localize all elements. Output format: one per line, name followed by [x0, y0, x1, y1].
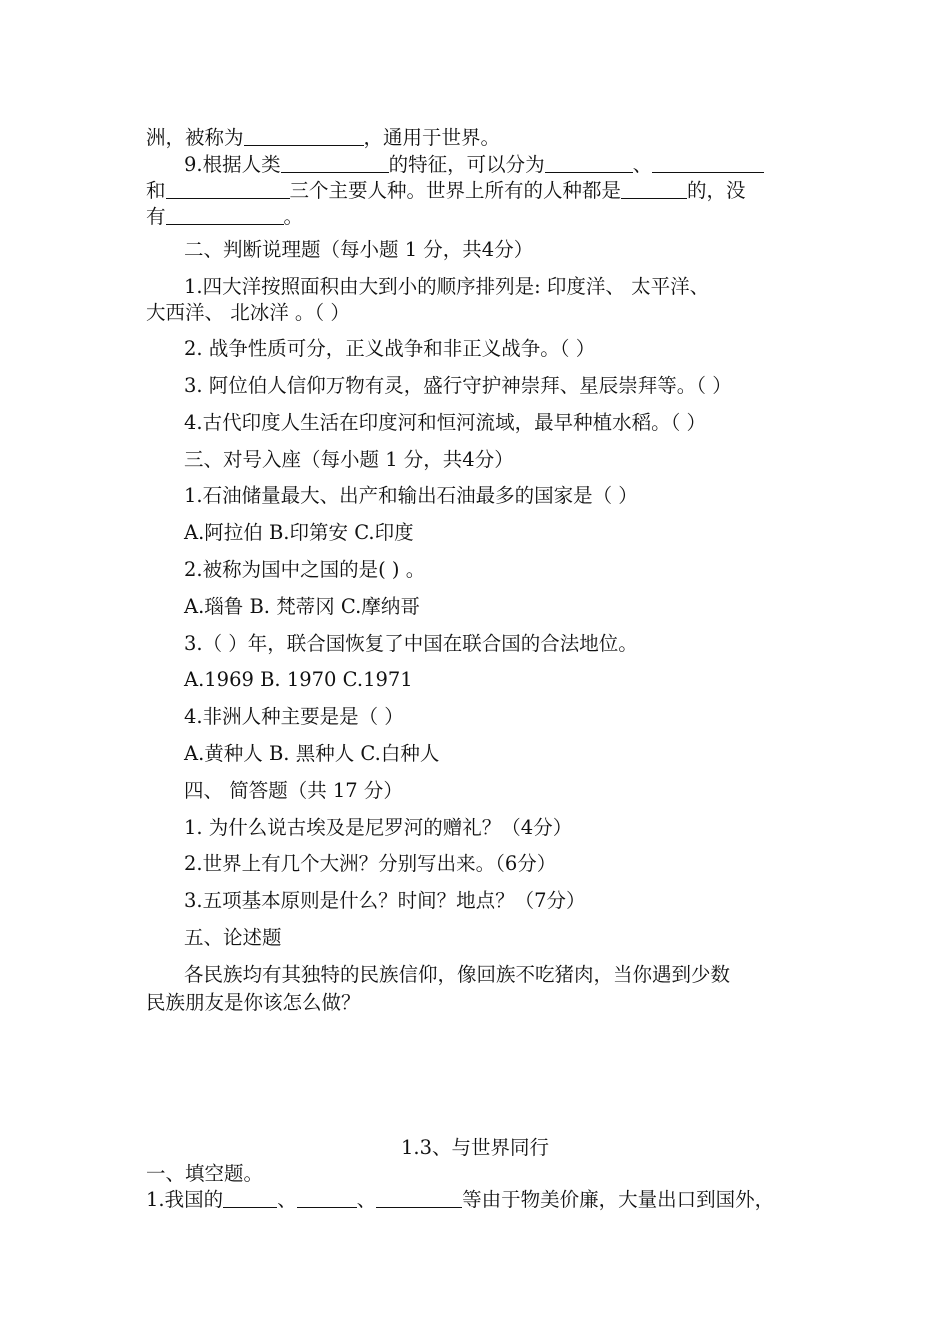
s3-question-3: 3.（ ）年，联合国恢复了中国在联合国的合法地位。	[184, 632, 638, 655]
blank-answer[interactable]	[281, 153, 389, 173]
s5-body-line2: 民族朋友是你该怎么做？	[146, 991, 361, 1014]
s3-question-4: 4.非洲人种主要是是（ ）	[184, 705, 404, 728]
text: 的特征，可以分为	[388, 153, 545, 176]
section-title: 1.3、与世界同行	[400, 1136, 549, 1159]
text: 等由于物美价廉，大量出口到国外，	[462, 1188, 775, 1211]
s2-question-3: 3. 阿位伯人信仰万物有灵，盛行守护神崇拜、星辰崇拜等。（ ）	[184, 374, 732, 397]
text: 、	[277, 1188, 297, 1211]
text: 的，没	[687, 179, 746, 202]
s5-body-line1: 各民族均有其独特的民族信仰，像回族不吃猪肉，当你遇到少数	[184, 963, 731, 986]
blank-answer[interactable]	[545, 153, 633, 173]
text: 、	[632, 153, 653, 176]
fill-line-continent	[146, 125, 810, 151]
s4-question-3: 3.五项基本原则是什么？时间？地点？（7分）	[184, 889, 586, 912]
next-subheading: 一、填空题。	[146, 1162, 264, 1185]
section-2-heading: 二、判断说理题（每小题 1 分，共4分）	[184, 238, 534, 261]
blank-answer[interactable]	[376, 1188, 462, 1208]
section-3-heading: 三、对号入座（每小题 1 分，共4分）	[184, 448, 514, 471]
section-5-heading: 五、论述题	[184, 926, 282, 949]
s3-question-4-options: A.黄种人 B. 黑种人 C.白种人	[184, 742, 440, 765]
s3-question-2-options: A.瑙鲁 B. 梵蒂冈 C.摩纳哥	[184, 595, 420, 618]
next-question-1	[146, 1187, 810, 1213]
s3-question-1: 1.石油储量最大、出产和输出石油最多的国家是（ ）	[184, 484, 638, 507]
s2-question-2: 2. 战争性质可分，正义战争和非正义战争。（ ）	[184, 337, 596, 360]
s3-question-3-options: A.1969 B. 1970 C.1971	[184, 668, 413, 691]
s4-question-2: 2.世界上有几个大洲？分别写出来。（6分）	[184, 852, 557, 875]
section-4-heading: 四、 简答题（共 17 分）	[184, 779, 403, 802]
text: 9.根据人类	[184, 153, 281, 176]
text: 和	[146, 179, 166, 202]
text: 有	[146, 205, 166, 228]
blank-answer[interactable]	[166, 205, 284, 225]
blank-answer[interactable]	[166, 179, 290, 199]
question-9-line1	[184, 152, 810, 178]
text: 、	[356, 1188, 377, 1211]
blank-answer[interactable]	[244, 126, 364, 146]
s3-question-1-options: A.阿拉伯 B.印第安 C.印度	[184, 521, 414, 544]
question-9-line3	[146, 204, 810, 230]
s2-question-1-line1: 1.四大洋按照面积由大到小的顺序排列是: 印度洋、 太平洋、	[184, 275, 710, 298]
s3-question-2: 2.被称为国中之国的是( ) 。	[184, 558, 426, 581]
text: 三个主要人种。世界上所有的人种都是	[289, 179, 622, 202]
text: ，通用于世界。	[363, 126, 501, 149]
blank-answer[interactable]	[621, 179, 687, 199]
text: 1.我国的	[146, 1188, 224, 1211]
blank-answer[interactable]	[223, 1188, 277, 1208]
s2-question-1-line2: 大西洋、 北冰洋 。（ ）	[146, 301, 350, 324]
blank-answer[interactable]	[652, 153, 764, 173]
text: 。	[283, 205, 304, 228]
question-9-line2	[146, 178, 810, 204]
s4-question-1: 1. 为什么说古埃及是尼罗河的赠礼？（4分）	[184, 816, 573, 839]
blank-answer[interactable]	[297, 1188, 357, 1208]
text: 洲，被称为	[146, 126, 244, 149]
s2-question-4: 4.古代印度人生活在印度河和恒河流域，最早种植水稻。（ ）	[184, 411, 707, 434]
